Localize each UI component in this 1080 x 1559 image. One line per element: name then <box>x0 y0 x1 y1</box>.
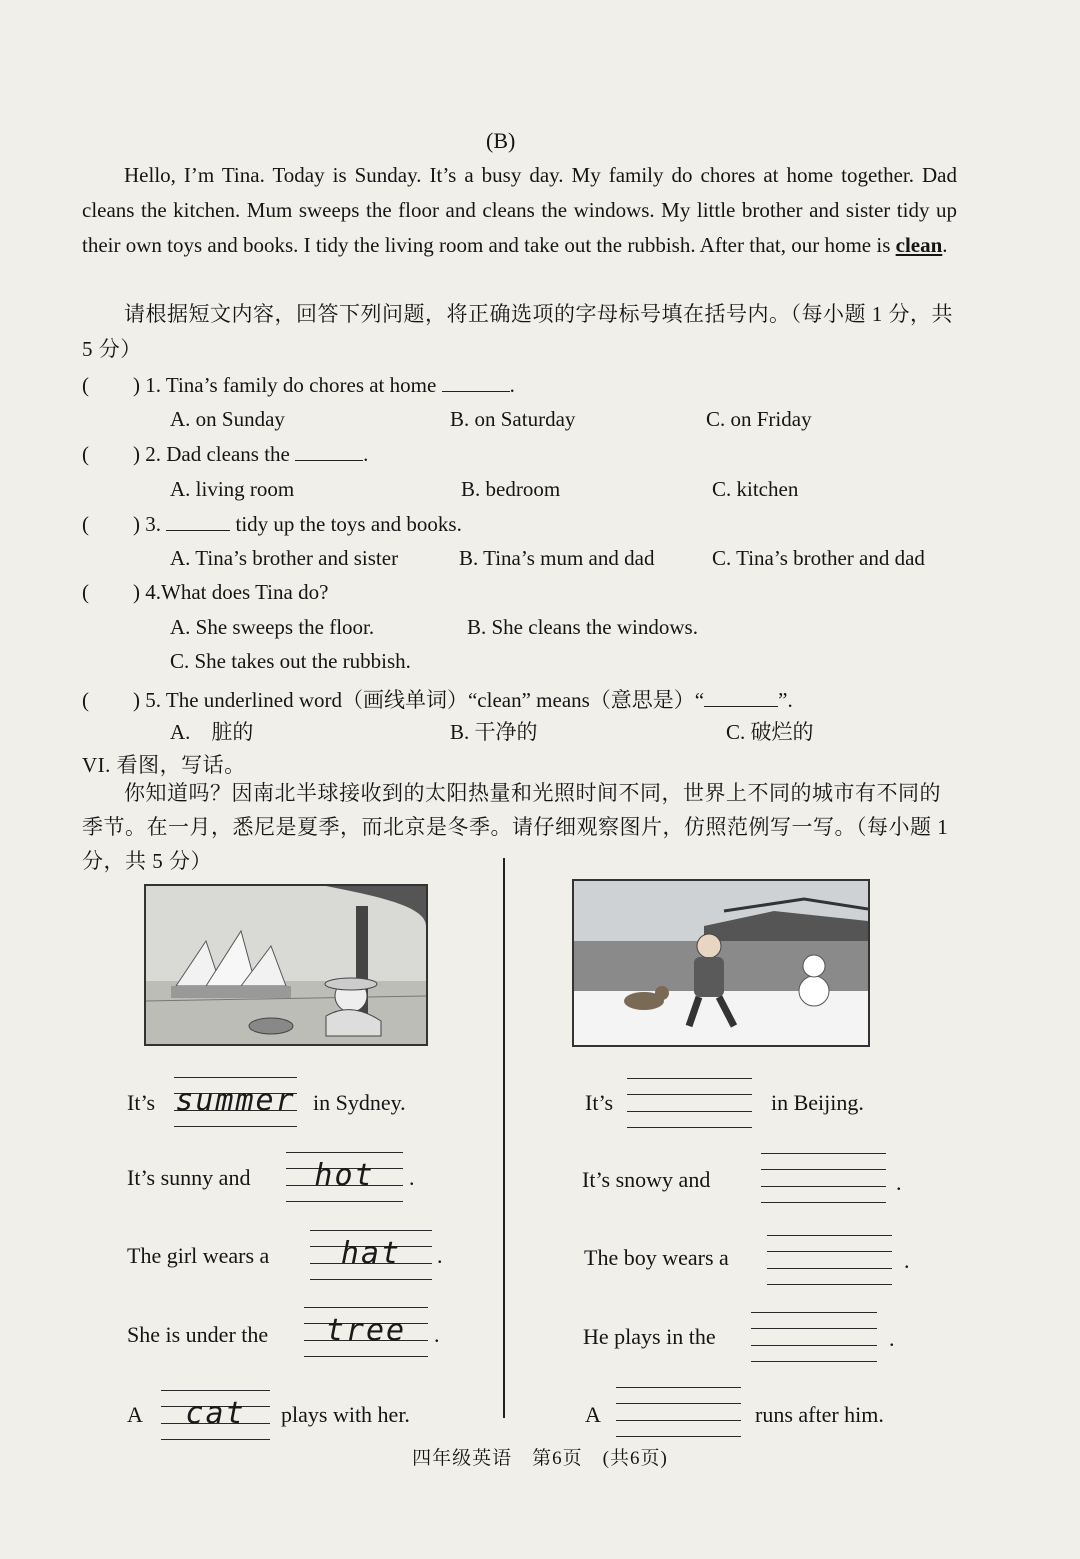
left-sentence-3-before: The girl wears a <box>127 1243 270 1268</box>
answer-paren[interactable]: ( <box>82 688 89 712</box>
right-writing-grid-5[interactable] <box>616 1387 741 1437</box>
q2-option-b[interactable]: B. bedroom <box>461 477 561 501</box>
left-sentence-2-after: . <box>409 1165 415 1190</box>
left-writing-grid-5 <box>161 1390 270 1440</box>
blank <box>295 442 363 461</box>
section-vi-instruction: 你知道吗？因南北半球接收到的太阳热量和光照时间不同，世界上不同的城市有不同的季节。在一月，悉尼是夏季，而北京是冬季。请仔细观察图片，仿照范例写一写。（每小题 1 分，共 5 分） <box>82 781 949 873</box>
q5-option-a[interactable]: A. 脏的 <box>170 720 254 744</box>
question-1: ( ) 1. Tina’s family do chores at home . <box>82 373 515 397</box>
right-writing-grid-4[interactable] <box>751 1312 877 1362</box>
answer-paren[interactable]: ( <box>82 442 89 466</box>
left-sentence-3-after: . <box>437 1243 443 1268</box>
q4-option-c[interactable]: C. She takes out the rubbish. <box>170 649 411 673</box>
left-writing-grid-2 <box>286 1152 403 1202</box>
right-sentence-1-before: It’s <box>585 1090 614 1115</box>
question-2: ( ) 2. Dad cleans the . <box>82 442 369 466</box>
underlined-word: clean <box>895 233 943 257</box>
beijing-picture <box>572 879 870 1047</box>
right-sentence-1-after: in Beijing. <box>771 1090 864 1115</box>
answer-paren[interactable]: ( <box>82 373 89 397</box>
question-5: ( ) 5. The underlined word（画线单词）“clean” means（意思是）“ ”. <box>82 688 793 712</box>
sydney-picture <box>144 884 428 1046</box>
question-3: ( ) 3. tidy up the toys and books. <box>82 512 462 536</box>
blank <box>704 688 778 707</box>
blank <box>442 373 510 392</box>
q5-option-c[interactable]: C. 破烂的 <box>726 720 814 744</box>
section-vi-heading: VI. 看图，写话。 <box>82 753 246 777</box>
right-sentence-5-before: A <box>585 1402 601 1427</box>
q4-option-a[interactable]: A. She sweeps the floor. <box>170 615 375 639</box>
column-divider <box>503 858 505 1418</box>
left-writing-grid-1 <box>174 1077 297 1127</box>
handwritten-answer: hat <box>340 1236 402 1271</box>
right-sentence-5-after: runs after him. <box>755 1402 884 1427</box>
left-sentence-4-before: She is under the <box>127 1322 269 1347</box>
handwritten-answer: summer <box>175 1083 296 1118</box>
q4-option-b[interactable]: B. She cleans the windows. <box>467 615 698 639</box>
right-sentence-2-after: . <box>896 1170 902 1195</box>
left-sentence-5-after: plays with her. <box>281 1402 410 1427</box>
left-sentence-1-after: in Sydney. <box>313 1090 406 1115</box>
q1-option-b[interactable]: B. on Saturday <box>450 407 576 431</box>
left-writing-grid-3 <box>310 1230 432 1280</box>
left-sentence-1-before: It’s <box>127 1090 156 1115</box>
right-sentence-2-before: It’s snowy and <box>582 1167 711 1192</box>
blank <box>166 512 230 531</box>
answer-paren[interactable]: ( <box>82 580 89 604</box>
q1-option-a[interactable]: A. on Sunday <box>170 407 285 431</box>
q2-option-a[interactable]: A. living room <box>170 477 295 501</box>
right-writing-grid-2[interactable] <box>761 1153 886 1203</box>
q5-option-b[interactable]: B. 干净的 <box>450 720 538 744</box>
q3-option-a[interactable]: A. Tina’s brother and sister <box>170 546 399 570</box>
left-sentence-2-before: It’s sunny and <box>127 1165 251 1190</box>
left-sentence-5-before: A <box>127 1402 143 1427</box>
left-writing-grid-4 <box>304 1307 428 1357</box>
right-sentence-3-before: The boy wears a <box>584 1245 729 1270</box>
left-sentence-4-after: . <box>434 1322 440 1347</box>
handwritten-answer: hot <box>314 1158 375 1193</box>
section-b-heading: (B) <box>486 128 516 153</box>
q2-option-c[interactable]: C. kitchen <box>712 477 799 501</box>
handwritten-answer: tree <box>325 1313 407 1348</box>
question-4: ( ) 4.What does Tina do? <box>82 580 329 604</box>
q3-option-c[interactable]: C. Tina’s brother and dad <box>712 546 925 570</box>
right-writing-grid-3[interactable] <box>767 1235 892 1285</box>
reading-passage: Hello, I’m Tina. Today is Sunday. It’s a busy day. My family do chores at home together. Dad cleans the kitchen. Mum sweeps the floor and cleans the windows. My little brother and sister tidy up their own toys and books. I tidy the living room and take out the rubbish. After that, our home is clean. <box>82 163 957 257</box>
passage-text: Hello, I’m Tina. Today is Sunday. It’s a busy day. My family do chores at home together. Dad cleans the kitchen. Mum sweeps the floor and cleans the windows. My little brother and sister tidy up their own toys and books. I tidy the living room and take out the rubbish. After that, our home is <box>82 163 957 257</box>
right-sentence-4-before: He plays in the <box>583 1324 716 1349</box>
q1-option-c[interactable]: C. on Friday <box>706 407 812 431</box>
page-footer: 四年级英语 第6页 (共6页) <box>412 1448 668 1469</box>
answer-paren[interactable]: ( <box>82 512 89 536</box>
right-sentence-4-after: . <box>889 1326 895 1351</box>
q3-option-b[interactable]: B. Tina’s mum and dad <box>459 546 655 570</box>
instruction-1: 请根据短文内容，回答下列问题，将正确选项的字母标号填在括号内。（每小题 1 分，共 5 分） <box>82 302 953 361</box>
right-writing-grid-1[interactable] <box>627 1078 752 1128</box>
right-sentence-3-after: . <box>904 1248 910 1273</box>
handwritten-answer: cat <box>185 1396 246 1431</box>
